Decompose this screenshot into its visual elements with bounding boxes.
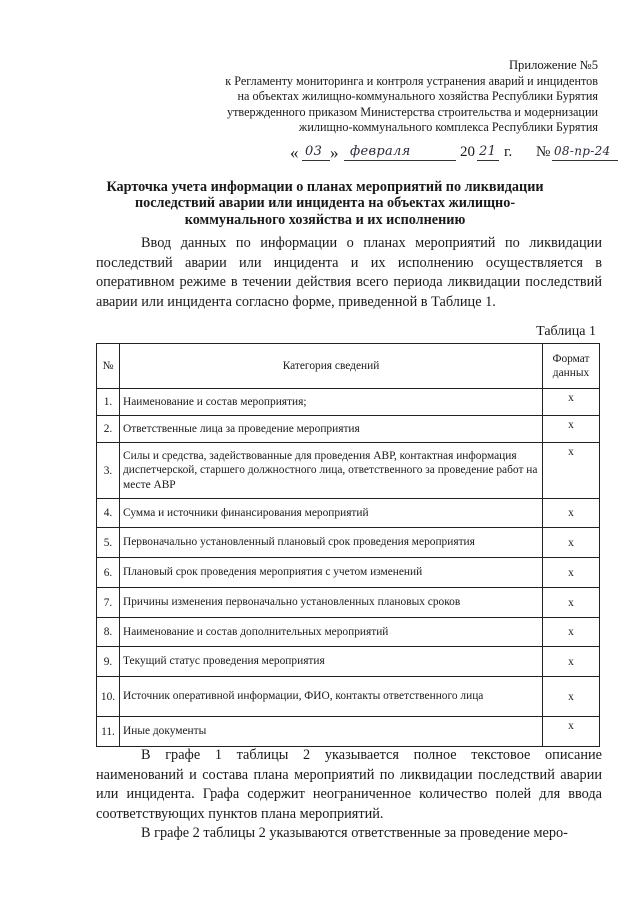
row-category: Иные документы [120, 717, 543, 747]
table-row [97, 416, 600, 443]
row-category: Наименование и состав мероприятия; [120, 389, 543, 416]
row-category: Причины изменения первоначально установленных плановых сроков [120, 588, 543, 618]
table-row [97, 677, 600, 717]
appendix-line: утвержденного приказом Министерства строительства и модернизации [226, 104, 598, 119]
year-label: г. [504, 144, 513, 160]
row-format: х [543, 416, 600, 443]
table-row [97, 499, 600, 528]
appendix-line: жилищно-коммунального комплекса Республики Бурятия [298, 120, 598, 135]
table-row [97, 618, 600, 647]
paragraph-column-1: В графе 1 таблицы 2 указывается полное текстовое описание наименований и состава плана мероприятий по ликвидации последствий аварии или инцидента. Графа содержит неограниченное количество полей для ввода соответствующих пунктов плана мероприятий. [96, 747, 602, 822]
row-category: Сумма и источники финансирования мероприятий [120, 499, 543, 528]
row-category: Силы и средства, задействованные для проведения АВР, контактная информация диспетчерской, старшего должностного лица, ответственного за проведение работ на месте АВР [120, 443, 543, 499]
header-format: Формат данных [543, 344, 600, 389]
row-format: х [543, 558, 600, 588]
row-category: Первоначально установленный плановый срок проведения мероприятия [120, 528, 543, 558]
row-category: Ответственные лица за проведение мероприятия [120, 416, 543, 443]
table-row [97, 717, 600, 747]
table-row [97, 588, 600, 618]
appendix-line: к Регламенту мониторинга и контроля устранения аварий и инцидентов [225, 73, 598, 88]
row-category: Текущий статус проведения мероприятия [120, 647, 543, 677]
date-line [290, 141, 620, 165]
open-quote: « [290, 143, 299, 162]
row-format: х [543, 618, 600, 647]
info-table [96, 343, 600, 747]
row-num: 3. [97, 443, 120, 499]
number-label: № [536, 144, 551, 160]
table-header-row [97, 344, 600, 389]
row-category: Плановый срок проведения мероприятия с учетом изменений [120, 558, 543, 588]
header-category: Категория сведений [120, 344, 543, 389]
table-row [97, 558, 600, 588]
row-num: 2. [97, 416, 120, 443]
row-format: х [543, 389, 600, 416]
row-num: 11. [97, 717, 120, 747]
appendix-header [98, 58, 598, 136]
row-category: Наименование и состав дополнительных мероприятий [120, 618, 543, 647]
handwritten-number: 08-пр-24 [554, 144, 611, 158]
row-format: х [543, 717, 600, 747]
table-row [97, 443, 600, 499]
table-caption: Таблица 1 [536, 324, 596, 339]
year-underline [477, 160, 499, 161]
row-format: х [543, 499, 600, 528]
row-num: 9. [97, 647, 120, 677]
document-title: Карточка учета информации о планах мероприятий по ликвидации последствий аварии или инцидента на объектах жилищно-коммунального хозяйства и их исполнению [106, 179, 544, 228]
close-quote: » [330, 143, 339, 162]
appendix-line: на объектах жилищно-коммунального хозяйства Республики Бурятия [237, 89, 598, 104]
table-row [97, 389, 600, 416]
row-format: х [543, 647, 600, 677]
appendix-number: Приложение №5 [508, 58, 598, 72]
table-row [97, 528, 600, 558]
day-underline [302, 160, 330, 161]
row-num: 5. [97, 528, 120, 558]
row-format: х [543, 528, 600, 558]
table-row [97, 647, 600, 677]
row-num: 10. [97, 677, 120, 717]
number-underline [552, 160, 618, 161]
handwritten-year: 21 [479, 144, 497, 159]
row-format: х [543, 443, 600, 499]
month-underline [344, 160, 456, 161]
row-category: Источник оперативной информации, ФИО, контакты ответственного лица [120, 677, 543, 717]
row-num: 4. [97, 499, 120, 528]
row-num: 6. [97, 558, 120, 588]
handwritten-month: февраля [350, 144, 411, 159]
intro-paragraph: Ввод данных по информации о планах мероприятий по ликвидации последствий аварии или инцидента и их исполнению осуществляется в оперативном режиме в течении действия всего периода ликвидации последствий аварии или инцидента согласно форме, приведенной в Таблице 1. [96, 235, 602, 310]
row-num: 1. [97, 389, 120, 416]
handwritten-day: 03 [305, 144, 323, 159]
header-num: № [97, 344, 120, 389]
year-prefix: 20 [460, 144, 475, 160]
row-num: 7. [97, 588, 120, 618]
paragraph-column-2: В графе 2 таблицы 2 указываются ответственные за проведение меро- [141, 825, 568, 841]
row-format: х [543, 588, 600, 618]
row-num: 8. [97, 618, 120, 647]
row-format: х [543, 677, 600, 717]
